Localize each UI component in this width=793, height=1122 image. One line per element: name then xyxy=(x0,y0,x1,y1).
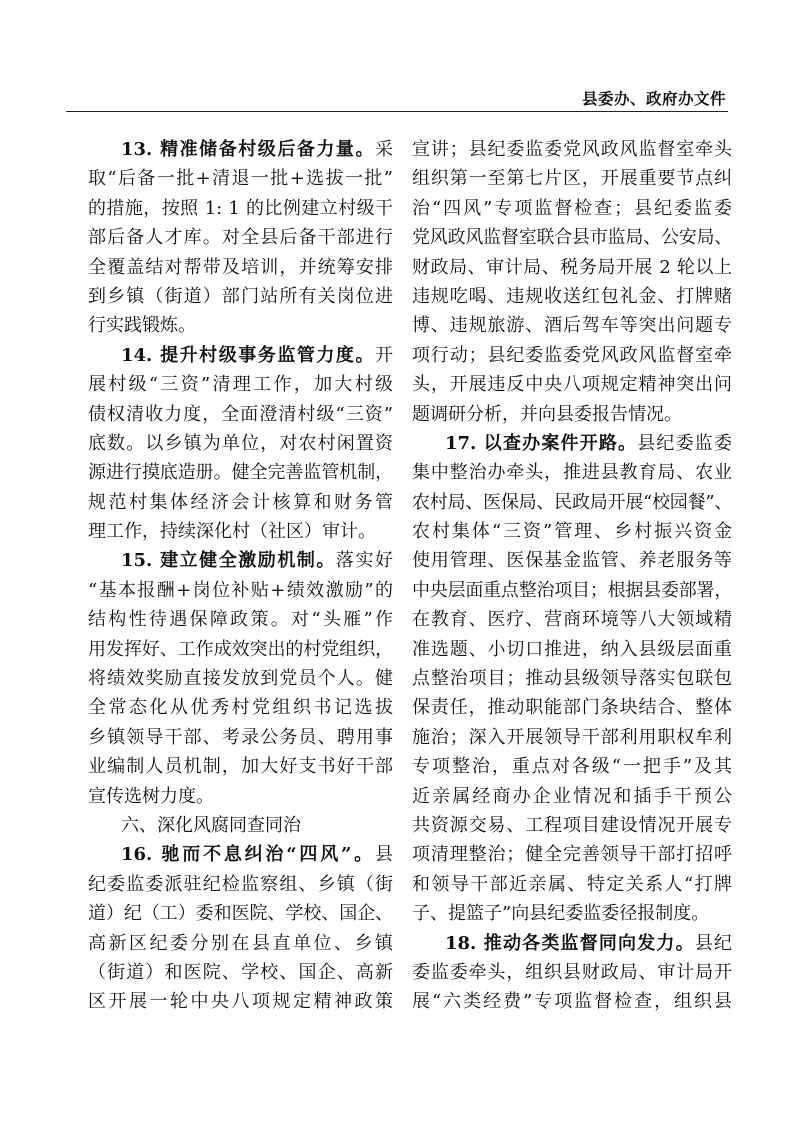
text-line: 保责任，推动职能部门条块结合、整体 xyxy=(412,697,732,719)
text-line: 区开展一轮中央八项规定精神政策 xyxy=(88,991,393,1013)
item-13-title: 13. 精准储备村级后备力量。 xyxy=(121,139,375,160)
text-run: 县纪 xyxy=(694,932,732,954)
text-run: 县 xyxy=(375,844,393,866)
text-line: 委监委牵头，组织县财政局、审计局开 xyxy=(412,961,732,983)
text-line: 施治；深入开展领导干部利用职权牟利 xyxy=(412,726,732,748)
text-line: 道）纪（工）委和医院、学校、国企、 xyxy=(88,903,393,925)
text-line: 展村级“三资”清理工作，加大村级 xyxy=(88,374,393,396)
text-line: 宣传选树力度。 xyxy=(88,785,214,807)
text-line: 集中整治办牵头，推进县教育局、农业 xyxy=(412,462,732,484)
text-line: 近亲属经商办企业情况和插手干预公 xyxy=(412,785,732,807)
text-line: 到乡镇（街道）部门站所有关岗位进 xyxy=(88,285,393,307)
item-14-first-line xyxy=(88,341,393,370)
text-line: 债权清收力度，全面澄清村级“三资” xyxy=(88,403,393,425)
text-line: 的措施，按照 1: 1 的比例建立村级干 xyxy=(88,197,393,219)
item-17-first-line xyxy=(412,429,732,458)
text-line: 结构性待遇保障政策。对“头雁”作 xyxy=(88,609,393,631)
text-run: 采 xyxy=(375,139,393,160)
text-line: 规范村集体经济会计核算和财务管 xyxy=(88,491,393,513)
text-line: 宣讲；县纪委监委党风政风监督室牵头 xyxy=(412,139,732,160)
text-line: 使用管理、医保基金监管、养老服务等 xyxy=(412,550,732,572)
text-line: 组织第一至第七片区，开展重要节点纠 xyxy=(412,168,732,190)
text-line: 底数。以乡镇为单位，对农村闲置资 xyxy=(88,432,393,454)
text-line: 党风政风监督室联合县市监局、公安局、 xyxy=(412,227,732,249)
text-line: 项行动；县纪委监委党风政风监督室牵 xyxy=(412,344,732,366)
item-15-title: 15. 建立健全激励机制。 xyxy=(121,550,336,572)
text-line: 高新区纪委分别在县直单位、乡镇 xyxy=(88,932,393,954)
text-line: 乡镇领导干部、考录公务员、聘用事 xyxy=(88,726,393,748)
item-18-first-line xyxy=(412,929,732,958)
text-run: 落实好 xyxy=(335,550,393,572)
text-line: 头，开展违反中央八项规定精神突出问 xyxy=(412,374,732,396)
text-line: 题调研分析，并向县委报告情况。 xyxy=(412,403,682,425)
text-line: 准选题、小切口推进，纳入县级层面重 xyxy=(412,638,732,660)
item-16-first-line xyxy=(88,840,393,869)
right-column xyxy=(412,135,732,1017)
text-line: 部后备人才库。对全县后备干部进行 xyxy=(88,227,393,249)
text-line: 业编制人员机制，加大好支书好干部 xyxy=(88,756,393,778)
text-line: 农村局、医保局、民政局开展“校园餐”、 xyxy=(412,491,732,513)
text-line: 子、提篮子”向县纪委监委径报制度。 xyxy=(412,903,710,925)
text-line: 全常态化从优秀村党组织书记选拔 xyxy=(88,697,393,719)
text-line: 将绩效奖励直接发放到党员个人。健 xyxy=(88,668,393,690)
text-line: 行实践锻炼。 xyxy=(88,315,196,337)
text-line: 治“四风”专项监督检查；县纪委监委 xyxy=(412,197,732,219)
left-column xyxy=(88,135,393,1017)
text-line: 共资源交易、工程项目建设情况开展专 xyxy=(412,814,732,836)
item-17-title: 17. 以查办案件开路。 xyxy=(445,432,638,454)
text-line: 项清理整治；健全完善领导干部打招呼 xyxy=(412,844,732,866)
text-line: 全覆盖结对帮带及培训，并统筹安排 xyxy=(88,256,393,278)
text-line: 财政局、审计局、税务局开展 2 轮以上 xyxy=(412,256,732,278)
text-line: 纪委监委派驻纪检监察组、乡镇（街 xyxy=(88,873,393,895)
text-line: 农村集体“三资”管理、乡村振兴资金 xyxy=(412,521,732,543)
item-13-first-line xyxy=(88,135,393,164)
text-line: 博、违规旅游、酒后驾车等突出问题专 xyxy=(412,315,732,337)
section-heading: 六、深化风腐同查同治 xyxy=(121,814,301,836)
item-16-title: 16. 驰而不息纠治“四风”。 xyxy=(121,844,375,866)
item-15-first-line xyxy=(88,546,393,575)
text-line: 专项整治，重点对各级“一把手”及其 xyxy=(412,756,732,778)
text-line: 理工作，持续深化村（社区）审计。 xyxy=(88,521,376,543)
running-header: 县委办、政府办文件 xyxy=(581,89,726,108)
text-line: 点整治项目；推动县级领导落实包联包 xyxy=(412,668,732,690)
text-line: 中央层面重点整治项目；根据县委部署， xyxy=(412,579,732,601)
text-line: 和领导干部近亲属、特定关系人“打牌 xyxy=(412,873,732,895)
text-line: （街道）和医院、学校、国企、高新 xyxy=(88,961,393,983)
text-line: 展“六类经费”专项监督检查，组织县 xyxy=(412,991,732,1013)
item-14-title: 14. 提升村级事务监管力度。 xyxy=(121,344,375,366)
text-run: 开 xyxy=(375,344,393,366)
text-line: 违规吃喝、违规收送红包礼金、打牌赌 xyxy=(412,285,732,307)
text-run: 县纪委监委 xyxy=(637,432,732,454)
text-line: “基本报酬+岗位补贴+绩效激励”的 xyxy=(88,579,393,601)
header-rule xyxy=(66,111,728,112)
item-18-title: 18. 推动各类监督同向发力。 xyxy=(445,932,695,954)
text-line: 源进行摸底造册。健全完善监管机制， xyxy=(88,462,393,484)
text-line: 取“后备一批+清退一批+选拔一批” xyxy=(88,168,393,190)
text-line: 在教育、医疗、营商环境等八大领域精 xyxy=(412,609,732,631)
text-line: 用发挥好、工作成效突出的村党组织， xyxy=(88,638,393,660)
